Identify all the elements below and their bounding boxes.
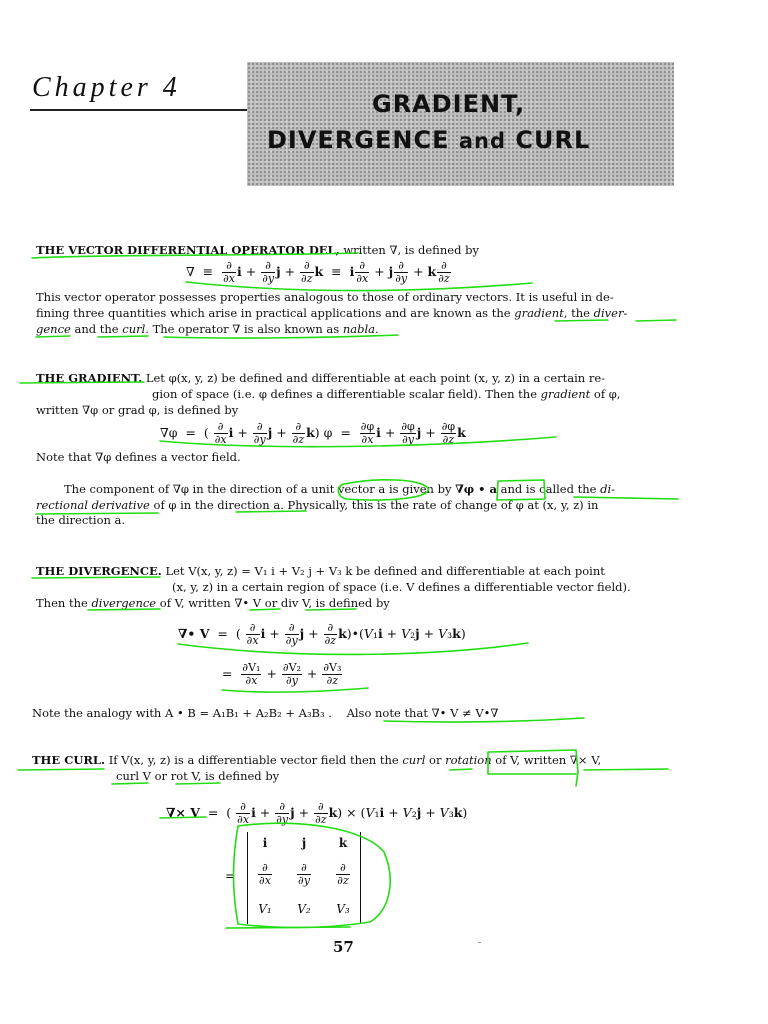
rotation-term: rotation (445, 753, 492, 767)
title-line-2: DIVERGENCE and CURL (267, 126, 591, 154)
underline-curl-word (450, 769, 472, 770)
divergence-note: Note the analogy with A • B = A₁B₁ + A₂B₂ + A₃B₃ . Also note that ∇• V ≠ V•∇ (32, 706, 499, 720)
del-para-line-3: gence and the curl. The operator ∇ is also known as nabla. (36, 322, 379, 336)
underline-divergence-partials (222, 688, 368, 692)
curl-heading: THE CURL. (32, 753, 106, 767)
unit-vector-term: unit vector a (311, 482, 386, 496)
divergence-equation-2: = $\frac{\text{∂V₁}}{\partial x}$ + $\frac{\text{∂V₂}}{\partial y}$ + $\frac{\text{∂V₃}}{\partial z}$ (222, 661, 342, 687)
divergence-heading: THE DIVERGENCE. (36, 564, 162, 578)
gradient-component-line-1: The component of ∇φ in the direction of a unit vector a is given by ∇φ • a and is called the di- (64, 482, 616, 496)
diver-term: diver- (593, 306, 628, 320)
nabla-term: nabla (342, 322, 376, 336)
chapter-rule (30, 109, 252, 111)
directional-dot-expr: ∇φ • a (455, 482, 497, 496)
curl-det-equals: = (225, 868, 236, 883)
curl-equation: ∇× V = ( $\frac{\partial}{\partial x}$ i + $\frac{\partial}{\partial y}$ j + $\frac{\partial}{\partial z}$ k) × (V₁i + V₂j + V₃k) (166, 800, 468, 826)
scan-speck (478, 942, 481, 943)
directional-derivative-term: rectional derivative (36, 498, 150, 512)
gradient-term: gradient (514, 306, 564, 320)
divergence-equation-1: ∇• V = ( $\frac{\partial}{\partial x}$ i + $\frac{\partial}{\partial y}$ j + $\frac{\partial}{\partial z}$ k)•(V₁i + V₂j + V₃k) (178, 621, 466, 647)
curl-term: curl (122, 322, 146, 336)
underline-determinant (226, 927, 350, 928)
chapter-label: Chapter 4 (32, 72, 181, 103)
title-line-1: GRADIENT, (372, 90, 526, 118)
curl-line-2: curl V or rot V, is defined by (116, 769, 280, 783)
del-para-line-1: This vector operator possesses properties analogous to those of ordinary vectors. It is useful in de- (36, 290, 614, 304)
chapter-title-box (247, 62, 674, 186)
gradient-note: Note that ∇φ defines a vector field. (36, 450, 241, 464)
del-heading-line (36, 242, 479, 258)
divergence-line-2: (x, y, z) in a certain region of space (i.e. V defines a differentiable vector field). (172, 580, 631, 594)
del-equation: ∇ ≡ $\frac{\partial}{\partial x}$ i + $\frac{\partial}{\partial y}$ j + $\frac{\partial}{\partial z}$ k ≡ i $\frac{\partial}{\partial x}$ + j $\frac{\partial}{\partial y}$ + k $\frac{\partial}{\partial z}$ (186, 259, 450, 285)
underline-curl-heading (18, 769, 104, 770)
gradient-equation: ∇φ = ( $\frac{\partial}{\partial x}$ i + $\frac{\partial}{\partial y}$ j + $\frac{\partial}{\partial z}$ k) φ = $\frac{\partial\varphi}{\partial x}$ i + $\frac{\partial\varphi}{\partial y}$ j + $\frac{\partial\varphi}{\partial z}$ k (160, 420, 466, 446)
divergence-line-3: Then the divergence of V, written ∇• V or div V, is defined by (36, 596, 390, 610)
curl-determinant: i j k $\frac{\partial}{\partial x}$ $\frac{\partial}{\partial y}$ $\frac{\partial}{\partial z}$ V₁ V₂ V₃ (247, 832, 361, 924)
divergence-term: divergence (91, 596, 157, 610)
gradient-line-1: THE GRADIENT. Let φ(x, y, z) be defined and differentiable at each point (x, y, z) in a certain re- (36, 371, 606, 385)
underline-diver-term (636, 320, 676, 321)
curl-line-1: THE CURL. If V(x, y, z) is a differentiable vector field then the curl or rotation of V, written ∇× V, (32, 753, 602, 767)
gradient-component-line-2: rectional derivative of φ in the direction a. Physically, this is the rate of change of φ at (x, y, z) in (36, 498, 599, 512)
gradient-component-line-3: the direction a. (36, 513, 126, 527)
del-intro: written ∇, is defined by (343, 243, 479, 257)
underline-written-curl (584, 769, 668, 770)
del-heading: THE VECTOR DIFFERENTIAL OPERATOR DEL, (36, 243, 340, 257)
gradient-heading: THE GRADIENT. (36, 371, 143, 385)
gradient-line-2: gion of space (i.e. φ defines a differentiable scalar field). Then the gradient of φ, (152, 387, 621, 401)
del-para-line-2: fining three quantities which arise in practical applications and are known as the gradient, the diver- (36, 306, 628, 320)
page-number: 57 (333, 938, 354, 956)
divergence-line-1: THE DIVERGENCE. Let V(x, y, z) = V₁ i + V₂ j + V₃ k be defined and differentiable at each point (36, 564, 605, 578)
gradient-line-3: written ∇φ or grad φ, is defined by (36, 403, 239, 417)
